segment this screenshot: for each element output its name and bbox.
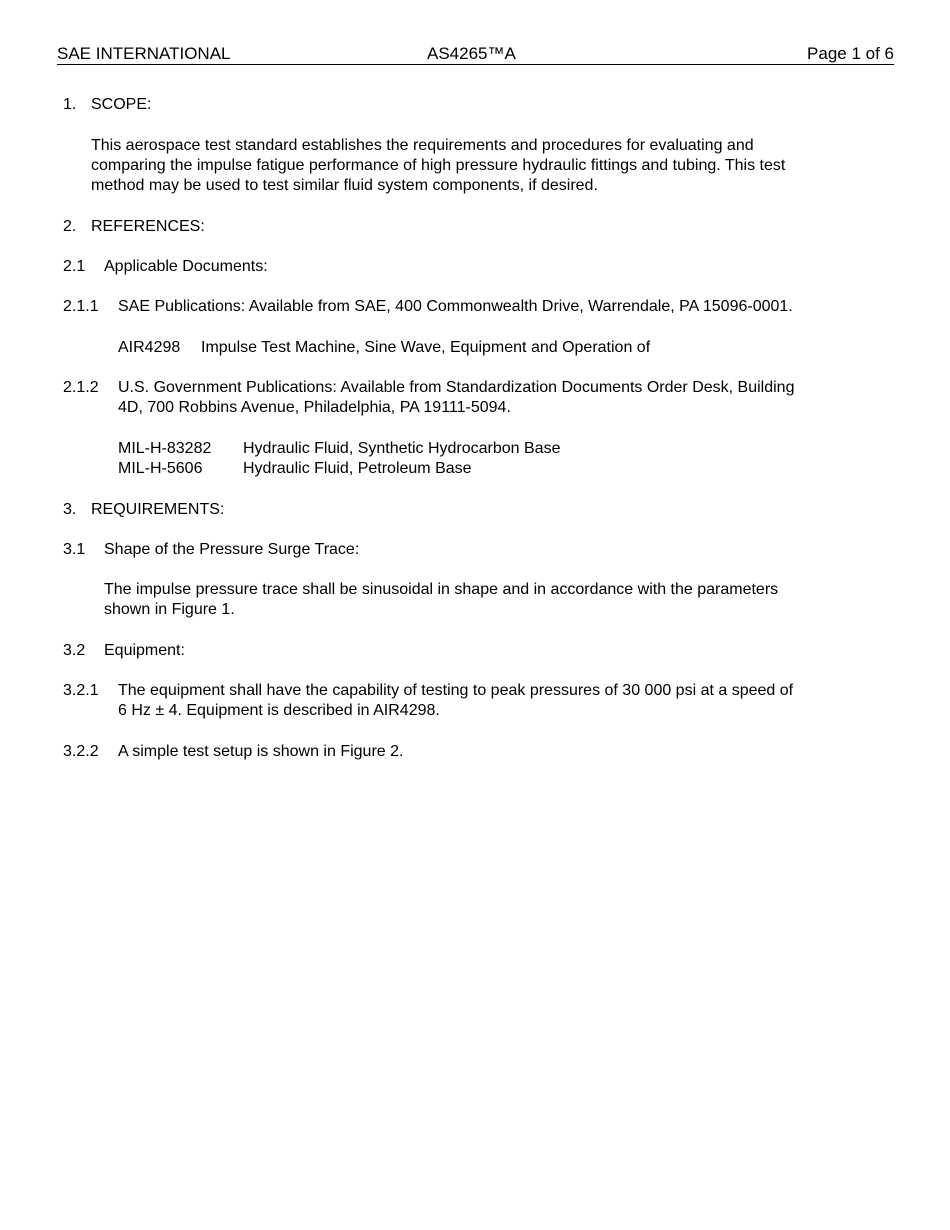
section-3-title: REQUIREMENTS: xyxy=(91,501,225,518)
section-3-1-para-line-1: The impulse pressure trace shall be sinusoidal in shape and in accordance with the parameters xyxy=(104,581,779,598)
ref-mil-h-5606-title: Hydraulic Fluid, Petroleum Base xyxy=(243,460,472,477)
header-org: SAE INTERNATIONAL xyxy=(57,44,231,63)
section-3-2-number: 3.2 xyxy=(63,642,86,659)
section-2-1-2-line-2: 4D, 700 Robbins Avenue, Philadelphia, PA 19111-5094. xyxy=(118,399,511,416)
section-3-2-1-line-1: The equipment shall have the capability of testing to peak pressures of 30 000 psi at a speed of xyxy=(118,682,794,699)
section-1-title: SCOPE: xyxy=(91,96,152,113)
ref-mil-h-83282-code: MIL-H-83282 xyxy=(118,440,212,457)
section-1-number: 1. xyxy=(63,96,77,113)
section-2-number: 2. xyxy=(63,218,77,235)
section-3-number: 3. xyxy=(63,501,77,518)
section-3-1-para-line-2: shown in Figure 1. xyxy=(104,601,235,618)
scope-para-line-1: This aerospace test standard establishes the requirements and procedures for evaluating and xyxy=(91,137,754,154)
section-2-title: REFERENCES: xyxy=(91,218,205,235)
page-header xyxy=(57,44,894,65)
ref-air4298-title: Impulse Test Machine, Sine Wave, Equipment and Operation of xyxy=(201,339,651,356)
section-2-1-number: 2.1 xyxy=(63,258,86,275)
section-3-2-title: Equipment: xyxy=(104,642,185,659)
scope-para-line-3: method may be used to test similar fluid system components, if desired. xyxy=(91,177,598,194)
section-2-1-2-number: 2.1.2 xyxy=(63,379,99,396)
section-3-1-number: 3.1 xyxy=(63,541,86,558)
section-3-2-1-line-2: 6 Hz ± 4. Equipment is described in AIR4298. xyxy=(118,702,440,719)
section-2-1-1-text: SAE Publications: Available from SAE, 400 Commonwealth Drive, Warrendale, PA 15096-0001. xyxy=(118,298,793,315)
ref-mil-h-5606-code: MIL-H-5606 xyxy=(118,460,203,477)
section-2-1-2-line-1: U.S. Government Publications: Available from Standardization Documents Order Desk, Building xyxy=(118,379,795,396)
header-doc-id: AS4265™A xyxy=(427,44,516,63)
ref-mil-h-83282-title: Hydraulic Fluid, Synthetic Hydrocarbon Base xyxy=(243,440,561,457)
header-page-number: Page 1 of 6 xyxy=(807,44,894,63)
section-3-1-title: Shape of the Pressure Surge Trace: xyxy=(104,541,360,558)
section-3-2-1-number: 3.2.1 xyxy=(63,682,99,699)
section-3-2-2-number: 3.2.2 xyxy=(63,743,99,760)
section-2-1-1-number: 2.1.1 xyxy=(63,298,99,315)
section-2-1-title: Applicable Documents: xyxy=(104,258,268,275)
scope-para-line-2: comparing the impulse fatigue performance of high pressure hydraulic fittings and tubing. This test xyxy=(91,157,786,174)
ref-air4298-code: AIR4298 xyxy=(118,339,181,356)
section-3-2-2-text: A simple test setup is shown in Figure 2. xyxy=(118,743,404,760)
